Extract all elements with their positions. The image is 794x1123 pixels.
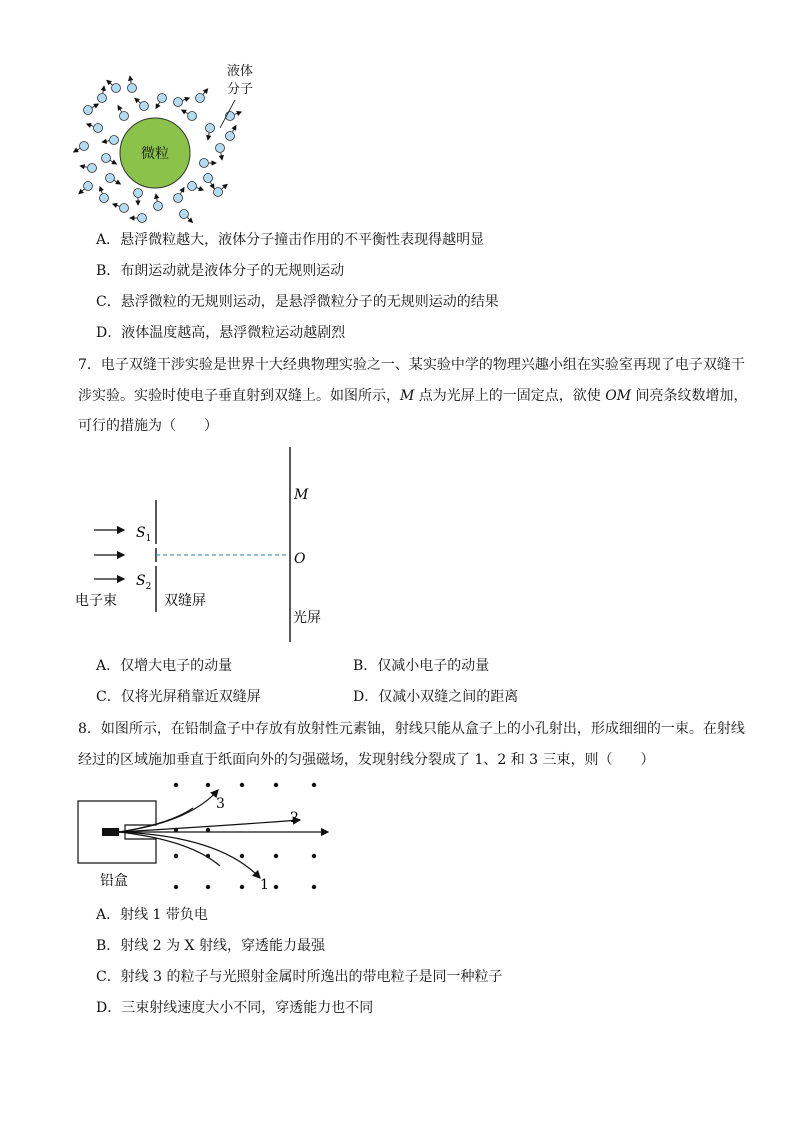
slit-s1-label: $S_1$ [136, 525, 152, 544]
molecule-velocity-arrow [156, 194, 157, 201]
molecule-velocity-arrow [188, 218, 193, 223]
q8-option-c: C．射线 3 的粒子与光照射金属时所逸出的带电粒子是同一种粒子 [96, 969, 503, 985]
molecule-velocity-arrow [110, 161, 116, 165]
q7-stem-line-2 [78, 387, 748, 405]
field-dot [240, 885, 244, 889]
ray-3-label: 3 [216, 796, 225, 812]
molecule-velocity-arrow [100, 187, 102, 194]
liquid-molecule [134, 189, 143, 198]
molecule-velocity-arrow [102, 141, 109, 142]
liquid-molecule [80, 142, 89, 151]
molecule-velocity-arrow [80, 166, 87, 167]
liquid-molecule [206, 124, 215, 133]
liquid-molecule [188, 182, 197, 191]
liquid-molecule [200, 159, 209, 168]
q6-option-d: D．液体温度越高，悬浮微粒运动越剧烈 [96, 325, 346, 341]
q8-option-d: D．三束射线速度大小不同，穿透能力也不同 [96, 1000, 374, 1016]
molecule-velocity-arrow [103, 86, 104, 93]
q7-option-b: B．仅减小电子的动量 [353, 658, 490, 674]
molecule-velocity-arrow [107, 80, 112, 84]
molecule-velocity-arrow [235, 112, 242, 114]
brownian-motion-figure [70, 58, 270, 223]
liquid-molecule [174, 98, 183, 107]
molecule-velocity-arrow [135, 98, 140, 102]
molecule-velocity-arrow [130, 76, 131, 83]
liquid-molecule [140, 102, 149, 111]
field-dot [312, 783, 316, 787]
magnetic-field-dots [174, 783, 316, 889]
field-dot [274, 885, 278, 889]
q7-option-c: C．仅将光屏稍靠近双缝屏 [96, 689, 261, 705]
uranium-source [102, 828, 119, 836]
radiation-figure [70, 776, 340, 896]
q8-option-a: A．射线 1 带负电 [96, 907, 208, 923]
liquid-molecule [100, 194, 109, 203]
field-dot [312, 854, 316, 858]
liquid-molecule [158, 94, 167, 103]
molecule-velocity-arrow [79, 189, 84, 193]
q8-stem-line-2: 经过的区域施加垂直于纸面向外的匀强磁场，发现射线分裂成了 1、2 和 3 三束，则（ ） [78, 752, 655, 768]
q8-stem-line-1: 8．如图所示，在铅制盒子中存放有放射性元素铀，射线只能从盒子上的小孔射出，形成细细的一束。在射线 [78, 721, 745, 737]
liquid-molecule [102, 154, 111, 163]
liquid-molecule [226, 132, 235, 141]
molecule-velocity-arrow [113, 204, 120, 206]
liquid-molecule [98, 94, 107, 103]
liquid-molecule [214, 188, 223, 197]
liquid-molecule [174, 194, 183, 203]
molecule-velocity-arrow [181, 188, 185, 194]
molecule-velocity-arrow [183, 98, 190, 100]
q7-stem-part: 间亮条纹数增加， [631, 388, 748, 404]
molecule-velocity-arrow [92, 104, 98, 108]
slit-s2-label: $S_2$ [136, 573, 152, 592]
q6-option-a: A．悬浮微粒越大，液体分子撞击作用的不平衡性表现得越明显 [96, 232, 485, 248]
particle-label: 微粒 [141, 146, 169, 162]
field-dot [240, 854, 244, 858]
field-dot [240, 783, 244, 787]
point-m-label: M [294, 487, 309, 503]
q6-option-b: B．布朗运动就是液体分子的无规则运动 [96, 263, 345, 279]
double-slit-figure [70, 444, 340, 649]
field-dot [206, 783, 210, 787]
electron-beam-label: 电子束 [75, 593, 117, 609]
field-dot [312, 885, 316, 889]
liquid-molecule [112, 84, 121, 93]
molecule-velocity-arrow [203, 89, 207, 94]
q7-option-a: A．仅增大电子的动量 [96, 658, 233, 674]
ray-2-label: 2 [290, 810, 299, 826]
liquid-molecule [154, 202, 163, 211]
molecule-velocity-arrow [211, 182, 215, 188]
liquid-molecule-label-2: 分子 [227, 82, 254, 97]
liquid-molecule [180, 210, 189, 219]
field-dot [274, 854, 278, 858]
field-dot [174, 854, 178, 858]
liquid-molecule [216, 144, 225, 153]
q7-option-d: D．仅减小双缝之间的距离 [353, 689, 519, 705]
q7-stem-part: 点为光屏上的一固定点，欲使 [414, 388, 606, 404]
liquid-molecule [138, 214, 147, 223]
liquid-molecule [120, 112, 129, 121]
molecule-velocity-arrow [156, 102, 160, 108]
lead-box-label: 铅盒 [100, 873, 128, 889]
q7-stem-line-3: 可行的措施为（ ） [78, 418, 218, 434]
liquid-molecule [120, 204, 129, 213]
q8-option-b: B．射线 2 为 X 射线，穿透能力最强 [96, 938, 325, 954]
field-dot [206, 885, 210, 889]
q7-stem-part: 涉实验。实验时使电子垂直射到双缝上。如图所示， [78, 388, 400, 404]
liquid-molecule [84, 182, 93, 191]
molecule-velocity-arrow [114, 181, 120, 185]
q6-option-c: C．悬浮微粒的无规则运动，是悬浮微粒分子的无规则运动的结果 [96, 294, 499, 310]
molecule-velocity-arrow [221, 153, 222, 160]
q7-stem-line-1: 7．电子双缝干涉实验是世界十大经典物理实验之一、某实验中学的物理兴趣小组在实验室再现了电子双缝干 [78, 357, 745, 373]
molecule-velocity-arrow [208, 133, 209, 140]
q7-stem-om: OM [605, 388, 632, 404]
liquid-molecule [196, 94, 205, 103]
field-dot [174, 783, 178, 787]
field-dot [274, 783, 278, 787]
molecule-velocity-arrow [118, 106, 122, 112]
molecule-velocity-arrow [233, 126, 237, 132]
molecule-velocity-arrow [182, 110, 188, 114]
liquid-molecule [94, 124, 103, 133]
liquid-molecule [204, 174, 213, 183]
field-dot [174, 885, 178, 889]
q7-stem-m: M [400, 388, 415, 404]
double-slit-screen-label: 双缝屏 [164, 593, 206, 609]
light-screen-label: 光屏 [293, 610, 321, 626]
liquid-molecule [106, 174, 115, 183]
liquid-molecule [88, 164, 97, 173]
molecule-velocity-arrow [74, 149, 80, 153]
molecule-velocity-arrow [197, 188, 204, 190]
molecule-velocity-arrow [87, 124, 94, 126]
molecule-velocity-arrow [222, 184, 227, 188]
point-o-label: O [294, 551, 306, 567]
liquid-molecule-label-1: 液体 [227, 64, 254, 79]
liquid-molecule [188, 112, 197, 121]
liquid-molecule [84, 106, 93, 115]
liquid-molecule [110, 136, 119, 145]
ray-1-label: 1 [260, 877, 269, 893]
liquid-molecule [128, 84, 137, 93]
